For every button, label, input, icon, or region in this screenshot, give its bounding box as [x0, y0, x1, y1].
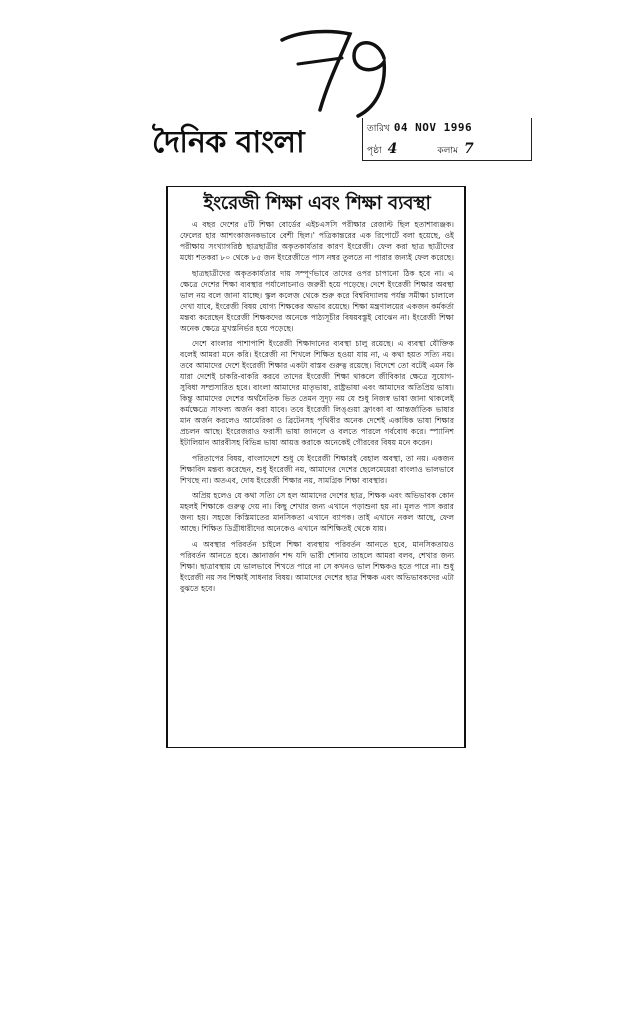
- article-paragraph: এ অবস্থার পরিবর্তন চাইলে শিক্ষা ব্যবস্থায় পরিবর্তন আনতে হবে, মানসিকতায়ও পরিবর্তন আনতে হবে। জ্ঞানার্জন শব্দ যদি ভারী শোনায় তাহলে আমরা বলব, শেখার জন্য শিক্ষা। ছাত্রাবস্থায় যে ভালভাবে শিখতে পারে না সে কখনও ভাল শিক্ষকও হতে পারে না। শুধু ইংরেজী নয় সব শিক্ষাই সাধনার বিষয়। আমাদের দেশের ছাত্র শিক্ষক এবং অভিভাবকদের এটা বুঝতে হবে।: [180, 540, 454, 593]
- article-paragraph: এ বছর দেশের ৫টি শিক্ষা বোর্ডের এইচএসসি পরীক্ষার রেজাল্ট ছিল হতাশাব্যঞ্জক। ফেলের হার আশংকাজনকভাবে বেশী ছিল।' পত্রিকান্তরের এক রিপোর্টে বলা হয়েছে, ওই পরীক্ষায় সংখ্যাগরিষ্ঠ ছাত্রছাত্রীর অকৃতকার্যতার কারণ ইংরেজী। ফেল করা ছাত্র ছাত্রীদের মধ্যে শতকরা ৮০ থেকে ৮৫ জন ইংরেজীতে পাস নম্বর তুলতে না পারার জন্যই ফেল করেছে।: [180, 220, 454, 263]
- article-paragraph: ছাত্রছাত্রীদের অকৃতকার্যতার দায় সম্পূর্ণভাবে তাদের ওপর চাপানো ঠিক হবে না। এ ক্ষেত্রে দেশের শিক্ষা ব্যবস্থার পর্যালোচনাও জরুরী হয়ে পড়েছে। দেশে ইংরেজী শিক্ষার অবস্থা ভাল নয় বলে জানা যাচ্ছে। স্কুল কলেজ থেকে শুরু করে বিশ্ববিদ্যালয় পর্যন্ত সমীক্ষা চালালে দেখা যাবে, ইংরেজী বিষয় যোগ্য শিক্ষকের অভাব রয়েছে। শিক্ষা মন্ত্রণালয়ের একজন কর্মকর্তা মন্তব্য করেছেন ইংরেজী শিক্ষকদের অনেকে পাঠ্যসূচীর বিষয়বস্তুই বোঝেন না। ইংরেজী শিক্ষা অনেক ক্ষেত্রে মুখস্তনির্ভর হয়ে পড়েছে।: [180, 268, 454, 333]
- article-title: ইংরেজী শিক্ষা এবং শিক্ষা ব্যবস্থা: [203, 193, 431, 214]
- article-paragraph: অপ্রিয় হলেও যে কথা সত্যি সে হল আমাদের দেশের ছাত্র, শিক্ষক এবং অভিভাবক কোন মহলই শিক্ষাকে গুরুত্ব দেয় না। কিছু শেখার জন্য এখানে পড়াশুনা হয় না। মূলত পাস করার জন্য হয়। সহজে কিস্তিমাতের মানসিকতা এখানে ব্যাপক। তাই এখানে নকল আছে, ফেল আছে। শিক্ষিত ডিগ্রীধারীদের অনেকেও এখানে অশিক্ষিতই থেকে যায়।: [180, 491, 454, 534]
- archive-stamp: [362, 118, 532, 161]
- stamp-column-label: কলাম: [437, 146, 458, 156]
- stamp-column-value: 7: [463, 141, 474, 157]
- handwritten-archive-number: [262, 18, 402, 128]
- handwritten-number-drawing: [262, 18, 402, 128]
- article-paragraph: দেশে বাংলার পাশাপাশি ইংরেজী শিক্ষাদানের ব্যবস্থা চালু রয়েছে। এ ব্যবস্থা যৌক্তিক বলেই আমরা মনে করি। ইংরেজী না শিখলে শিক্ষিত হওয়া যায় না, এ কথা হয়ত সত্যি নয়। তবে আমাদের দেশে ইংরেজী শিক্ষার একটা বাস্তব গুরুত্ব রয়েছে। বিদেশে তো বটেই এমন কি যারা দেশেই চাকরি-বাকরি করবে তাদের ইংরেজী শিক্ষা থাকলে জীবিকার ক্ষেত্রে সুযোগ-সুবিধা সম্প্রসারিত হবে। বাংলা আমাদের মাতৃভাষা, রাষ্ট্রভাষা এবং আমাদের অতিপ্রিয় ভাষা। কিন্তু আমাদের দেশের অর্থনৈতিক ভিত তেমন সুদৃঢ় নয় যে শুধু নিজস্ব ভাষা জানা থাকলেই কর্মক্ষেত্রে সাফল্য অর্জন করা যাবে। তবে ইংরেজী লিঙ্গুয়া ফ্রাংকা বা আন্তর্জাতিক ভাষার মান অর্জন করলেও আমেরিকা ও ব্রিটেনসহ পৃথিবীর অনেক দেশেই একাধিক ভাষা শিক্ষার প্রচলন আছে। ইংরেজরাও ফরাসী ভাষা জানলে ও বলতে পারলে গর্ববোধ করে। স্প্যানিশ ইটালিয়ান আরবীসহ বিভিন্ন ভাষা আয়ত্ত করাকে অনেকেই গৌরবের বিষয় মনে করেন।: [180, 339, 454, 447]
- stamp-page-value: 4: [387, 141, 398, 157]
- article-paragraph: পরিতাপের বিষয়, বাংলাদেশে শুধু যে ইংরেজী শিক্ষারই বেহাল অবস্থা, তা নয়। একজন শিক্ষাবিদ মন্তব্য করেছেন, শুধু ইংরেজী নয়, আমাদের দেশের ছেলেমেয়েরা বাংলাও ভালভাবে শিখছে না। অতএব, দোষ ইংরেজী শিক্ষার নয়, সামগ্রিক শিক্ষা ব্যবস্থার।: [180, 453, 454, 485]
- editorial-clipping: [166, 186, 466, 748]
- stamp-page-label: পৃষ্ঠা: [367, 146, 382, 156]
- stamp-date-value: 04 NOV 1996: [393, 121, 473, 134]
- newspaper-masthead: দৈনিক বাংলা: [152, 125, 305, 160]
- stamp-date-label: তারিখ: [367, 124, 390, 134]
